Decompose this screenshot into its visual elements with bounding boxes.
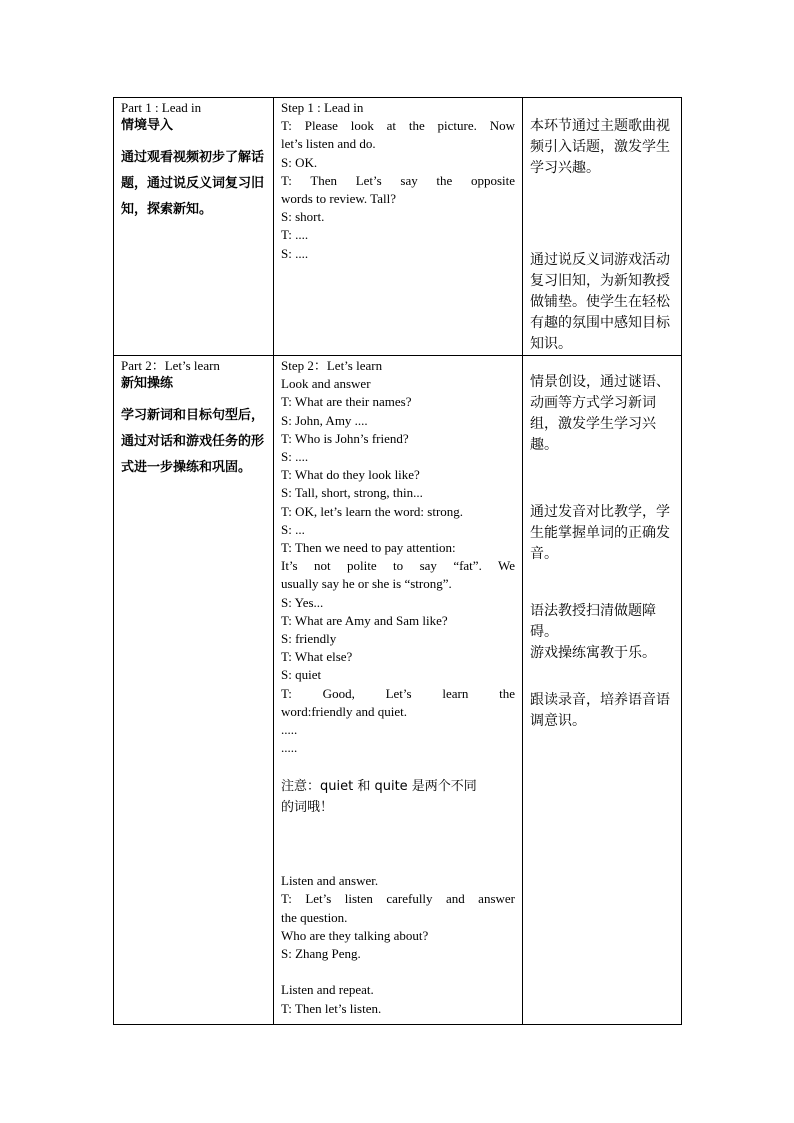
step-line: Look and answer	[281, 376, 371, 392]
lesson-plan-table	[113, 97, 682, 1025]
step-line: S: friendly	[281, 631, 337, 647]
step-line: .....	[281, 722, 298, 738]
step-line: S: short.	[281, 209, 325, 225]
part-subtitle: 情境导入	[121, 118, 174, 134]
step-line: S: Yes...	[281, 594, 324, 610]
step-line: T: Then Let’s say the opposite	[281, 172, 515, 188]
note-text: 跟读录音，培养语音语调意识。	[530, 692, 670, 729]
step-line	[281, 818, 515, 836]
notes-cell	[523, 98, 682, 356]
step-line: Listen and answer.	[281, 873, 379, 889]
step-line: T: Then let’s listen.	[281, 1000, 382, 1016]
note-text: 通过发音对比教学，学生能掌握单词的正确发音。	[530, 504, 670, 562]
step-line: T: Then we need to pay attention:	[281, 540, 456, 556]
step-line: T: What are Amy and Sam like?	[281, 612, 448, 628]
step-line	[281, 963, 515, 981]
step-line: Listen and repeat.	[281, 982, 374, 998]
step-line: T: Let’s listen carefully and answer	[281, 891, 515, 907]
step-line: T: What are their names?	[281, 394, 412, 410]
step-note: 的词哦！	[281, 799, 334, 815]
step-line: Who are they talking about?	[281, 927, 429, 943]
step-line: usually say he or she is “strong”.	[281, 576, 452, 592]
step-line: T: What do they look like?	[281, 467, 420, 483]
notes-cell	[523, 356, 682, 1025]
step-line: Step 2：Let’s learn	[281, 358, 383, 373]
steps-cell	[274, 98, 523, 356]
part-description: 学习新词和目标句型后，通过对话和游戏任务的形式进一步操练和巩固。	[121, 408, 265, 476]
step-line: T: ....	[281, 227, 309, 243]
note-text: 本环节通过主题歌曲视频引入话题，激发学生学习兴趣。	[530, 118, 670, 176]
step-line: T: Good, Let’s learn the	[281, 685, 515, 701]
step-line: S: Zhang Peng.	[281, 946, 361, 962]
step-line	[281, 854, 515, 872]
step-line: T: Please look at the picture. Now	[281, 118, 515, 134]
step-line: S: quiet	[281, 667, 322, 683]
step-note: 注意：quiet 和 quite 是两个不同	[281, 778, 477, 794]
steps-cell	[274, 356, 523, 1025]
step-line: T: OK, let’s learn the word: strong.	[281, 503, 464, 519]
note-text: 通过说反义词游戏活动复习旧知，为新知教授做铺垫。使学生在轻松有趣的氛围中感知目标知识。	[530, 252, 670, 352]
step-line: S: OK.	[281, 154, 318, 170]
part-cell	[114, 356, 274, 1025]
step-line: T: Who is John’s friend?	[281, 430, 409, 446]
step-line: S: ....	[281, 449, 309, 465]
step-line: S: John, Amy ....	[281, 412, 368, 428]
part-subtitle: 新知操练	[121, 376, 174, 392]
step-line	[281, 757, 515, 775]
table-row	[114, 356, 682, 1025]
step-line	[281, 836, 515, 854]
step-line: S: ....	[281, 245, 309, 261]
note-text: 游戏操练寓教于乐。	[530, 645, 656, 661]
step-line: .....	[281, 740, 298, 756]
note-text: 语法教授扫清做题障碍。	[530, 603, 656, 640]
part-description: 通过观看视频初步了解话题，通过说反义词复习旧知，探索新知。	[121, 150, 265, 218]
table-row	[114, 98, 682, 356]
step-line: T: What else?	[281, 649, 353, 665]
step-line: words to review. Tall?	[281, 191, 396, 207]
step-line: S: Tall, short, strong, thin...	[281, 485, 423, 501]
step-line: word:friendly and quiet.	[281, 703, 407, 719]
step-line: the question.	[281, 909, 348, 925]
step-line: It’s not polite to say “fat”. We	[281, 558, 515, 574]
note-text: 情景创设，通过谜语、动画等方式学习新词组，激发学生学习兴趣。	[530, 374, 670, 453]
step-line: Step 1 : Lead in	[281, 100, 364, 115]
part-title: Part 1 : Lead in	[121, 100, 202, 115]
part-title: Part 2：Let’s learn	[121, 358, 220, 373]
part-cell	[114, 98, 274, 356]
step-line: let’s listen and do.	[281, 136, 376, 152]
step-line: S: ...	[281, 521, 305, 537]
